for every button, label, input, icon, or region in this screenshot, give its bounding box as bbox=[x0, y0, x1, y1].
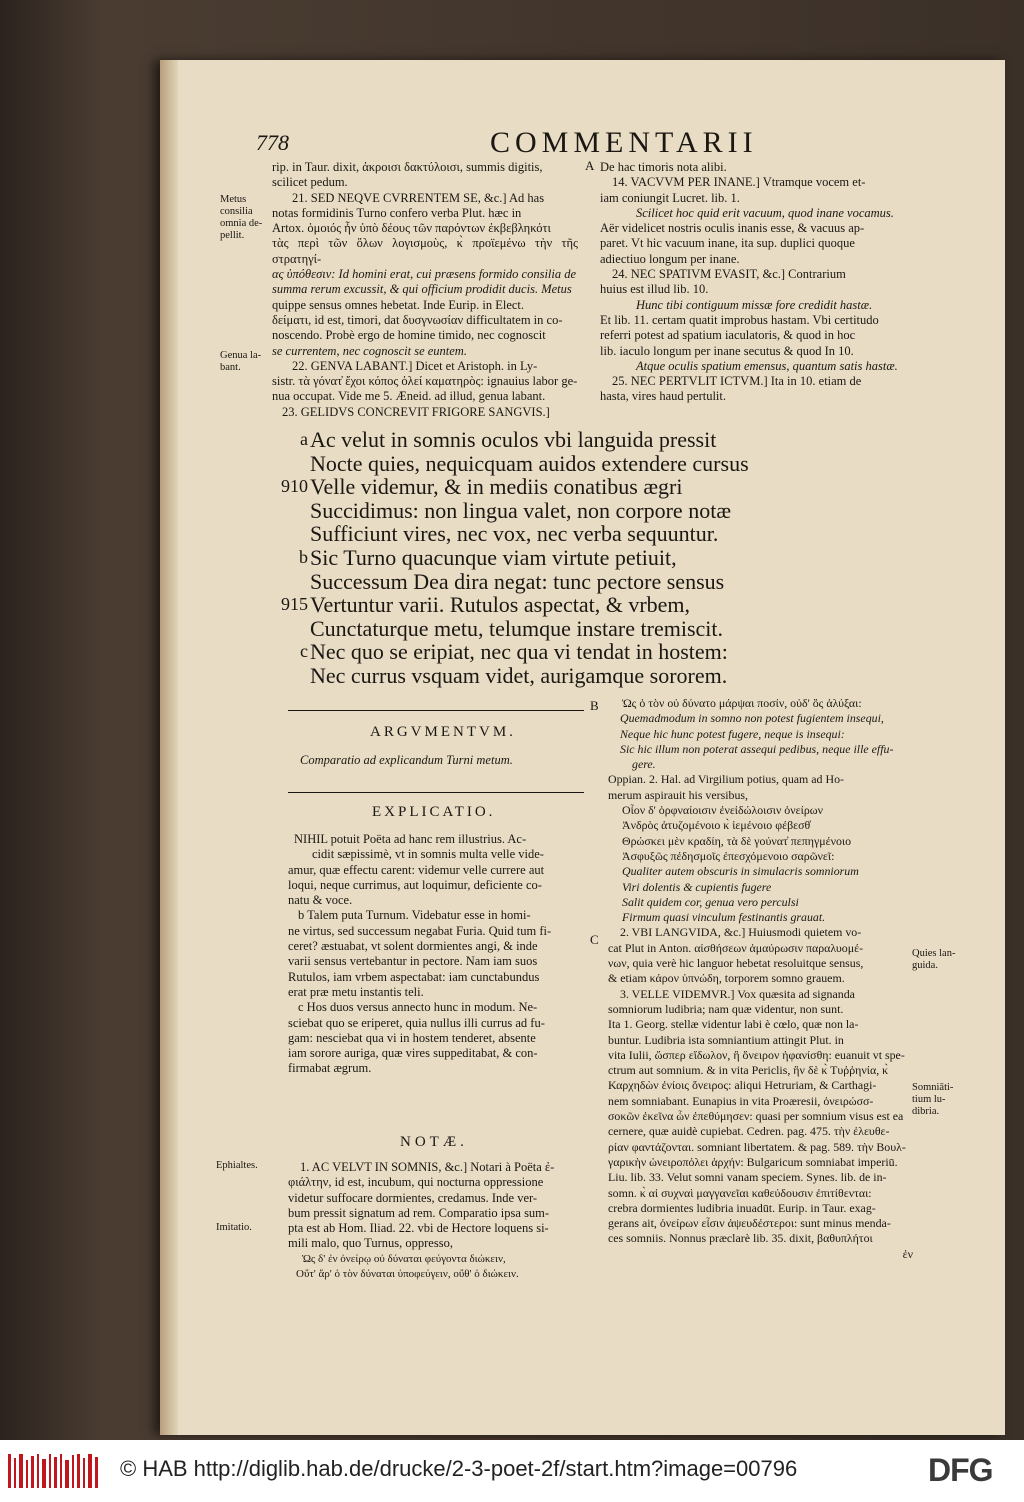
verse-text: Sic Turno quacunque viam virtute petiuit, bbox=[310, 544, 677, 570]
text-line: 24. NEC SPATIVM EVASIT, &c.] Contrarium bbox=[612, 267, 846, 282]
margin-note-somniantium bbox=[912, 1082, 972, 1118]
text-line: 23. GELIDVS CONCREVIT FRIGORE SANGVIS.] bbox=[282, 404, 550, 419]
text-line: Quemadmodum in somno non potest fugientem insequi, bbox=[620, 711, 884, 726]
upper-left-column bbox=[272, 160, 578, 420]
text-line: bum pressit signatum ad rem. Comparatio ipsa sum- bbox=[288, 1205, 550, 1220]
running-head: COMMENTARII bbox=[490, 126, 758, 159]
margin-note-ephialtes: Ephialtes. bbox=[216, 1160, 258, 1171]
text-line: cat Plut in Anton. αἰσθήσεων ἀμαύρωσιν παραλυομέ- bbox=[608, 940, 864, 955]
text-line: Ὡς δ' ἐν ὀνείρῳ οὐ δύναται φεύγοντα διώκειν, bbox=[302, 1252, 506, 1265]
text-line: γαρικὴν ὠνειροπόλει ἀρχήν: Bulgaricum somniabat imperiū. bbox=[608, 1154, 898, 1169]
text-line: Salit quidem cor, genua vero perculsi bbox=[622, 894, 799, 909]
text-line: cernere, quæ auidè cupiebat. Cedren. pag. 475. τὴν ἐλευθε- bbox=[608, 1124, 890, 1139]
margin-line: consilia bbox=[220, 206, 253, 217]
lower-right-column bbox=[608, 696, 913, 1262]
text-line: somn. κ̀ αἱ συχναὶ μαγγανεῖαι καθεύδουσιν ἐπιτίθενται: bbox=[608, 1185, 872, 1200]
text-line: varii sensus vertebantur in pectore. Nam iam suos bbox=[288, 954, 538, 969]
text-line: b Talem puta Turnum. Videbatur esse in homi- bbox=[298, 908, 531, 923]
text-line: ας ὑπόθεσιν: Id homini erat, cui præsens formido consilia de bbox=[272, 267, 577, 282]
text-line: erat præ metu instantis teli. bbox=[288, 984, 424, 999]
notae-heading: NOTÆ. bbox=[400, 1134, 468, 1150]
verse-text: Nocte quies, nequicquam auidos extendere cursus bbox=[310, 450, 749, 476]
viewer-footer bbox=[0, 1440, 1024, 1502]
text-line: huius est illud lib. 10. bbox=[600, 282, 709, 297]
text-line: nua occupat. Vide me 5. Æneid. ad illud, genua labant. bbox=[272, 389, 546, 404]
margin-line: Genua la- bbox=[220, 350, 262, 361]
text-line: loqui, neque currimus, aut loquimur, deficiente co- bbox=[288, 877, 542, 892]
text-line: noscendo. Probè ergo de homine timido, nec cognoscit bbox=[272, 328, 546, 343]
argumentum-heading: ARGVMENTVM. bbox=[370, 724, 516, 740]
dfg-logo: DFG bbox=[928, 1452, 993, 1488]
margin-line: bant. bbox=[220, 362, 241, 373]
text-line: Rutulos, iam vrbem aspectabat: iam cunctabundus bbox=[288, 969, 540, 984]
text-line: merum aspirauit his versibus, bbox=[608, 787, 749, 802]
book-page bbox=[160, 60, 1005, 1435]
text-line: ctrum aut somnium. & in vita Periclis, ἣν δὲ κ̀ Τυῤῥηνία, κ̀ bbox=[608, 1063, 889, 1078]
text-line: Ὡς ὁ τὸν οὐ δύνατο μάρψαι ποσίν, οὐδ' ὃς ἀλύξαι: bbox=[622, 696, 862, 710]
margin-note-imitatio: Imitatio. bbox=[216, 1222, 252, 1233]
text-line: Οἷον δ' ὀρφναίοισιν ἐνεἰδώλοισιν ὀνείρων bbox=[622, 803, 823, 818]
verse-text: Successum Dea dira negat: tunc pectore sensus bbox=[310, 568, 725, 594]
text-line: scilicet pedum. bbox=[272, 175, 348, 190]
text-line: gere. bbox=[632, 757, 656, 772]
argumentum-text: Comparatio ad explicandum Turni metum. bbox=[300, 753, 513, 767]
text-line: gam: nesciebat qua vi in hostem tenderet, absente bbox=[288, 1030, 536, 1045]
text-line: quippe sensus omnes hebetat. Inde Eurip. in Elect. bbox=[272, 297, 525, 312]
verse-line bbox=[300, 639, 960, 665]
text-line: ἐν bbox=[902, 1246, 913, 1261]
text-line: Liu. lib. 33. Velut somni vanam speciem. Synes. lib. de in- bbox=[608, 1170, 887, 1185]
page-edge bbox=[160, 60, 178, 1435]
text-line: Firmum quasi vinculum festinantis grauat. bbox=[622, 910, 826, 925]
text-line: referri potest ad spatium iaculatoris, & quod in hoc bbox=[600, 328, 856, 343]
text-line: Et lib. 11. certam quatit improbus hastam. Vbi certitudo bbox=[600, 312, 879, 327]
text-line: τὰς περὶ τῶν ὅλων λογισμοὺς, κ̀ προϊεμένω τὴν τῆς στρατηγί- bbox=[272, 236, 578, 266]
text-line: Scilicet hoc quid erit vacuum, quod inane vocamus. bbox=[636, 205, 894, 220]
text-line: nem somniabant. Eunapius in vita Proæresii, ὀνειρώσσ- bbox=[608, 1093, 874, 1108]
text-line: buntur. Ludibria ista somniantium attingit Plut. in bbox=[608, 1032, 844, 1047]
text-line: Οὔτ' ἄρ' ὁ τὸν δύναται ὑποφεύγειν, οὔθ' ὁ διώκειν. bbox=[296, 1268, 519, 1281]
text-line: firmabat ægrum. bbox=[288, 1061, 372, 1076]
text-line: Ἀνδρὸς ἀτυζομένοιο κ̀ ἱεμένοιο φέβεσθ̓ bbox=[622, 818, 811, 833]
verse-text: Vertuntur varii. Rutulos aspectat, & vrbem, bbox=[310, 592, 691, 618]
text-line: & etiam κάρον ὑπνώδη, torporem somno grauem. bbox=[608, 971, 845, 986]
verse-line bbox=[310, 452, 960, 476]
text-line: sistr. τὰ γόνατ̓ ἔχοι κόπος ὀλεί καματηρὸς: ignauius labor ge- bbox=[272, 374, 578, 389]
verse-label: 910 bbox=[281, 476, 308, 497]
verse-line bbox=[310, 499, 960, 523]
text-line: 22. GENVA LABANT.] Dicet et Aristoph. in Ly- bbox=[292, 358, 538, 373]
text-line: ceret? æstuabat, vt solent dormientes angi, & inde bbox=[288, 939, 538, 954]
text-line: Καρχηδὼν ἐνίοις ὄνειρος: aliqui Hetruriam, & Carthagi- bbox=[608, 1078, 877, 1093]
text-line: σοκῶν ἐκεῖνα ὧν ἐπεθύμησεν: quasi per somnium visus est ea bbox=[608, 1109, 904, 1124]
text-line: sciebat quo se eriperet, quia nullus illi currus ad fu- bbox=[288, 1015, 545, 1030]
text-line: c Hos duos versus annecto hunc in modum. Ne- bbox=[298, 1000, 538, 1015]
verse-label: c bbox=[300, 641, 308, 662]
text-line: se currentem, nec cognoscit se euntem. bbox=[272, 343, 467, 358]
column-letter-a: A bbox=[585, 158, 595, 173]
margin-note-metus bbox=[220, 194, 270, 242]
rule-explicatio bbox=[288, 792, 584, 793]
text-line: iam sorore auriga, quæ vires suppeditabat, & con- bbox=[288, 1046, 538, 1061]
verse-label: 915 bbox=[281, 594, 308, 615]
text-line: somniorum ludibria; nam quæ videntur, non sunt. bbox=[608, 1001, 844, 1016]
text-line: gerans ait, ὀνείρων εἶσιν ἀψευδέστεροι: sunt minus menda- bbox=[608, 1216, 891, 1231]
text-line: νων, quia verè hic languor hebetat resoluitque sensus, bbox=[608, 956, 864, 971]
text-line: amur, quæ effectu carent: videmur velle currere aut bbox=[288, 862, 545, 877]
notae-body bbox=[288, 1160, 588, 1282]
rule-argumentum bbox=[288, 710, 584, 711]
text-line: Oppian. 2. Hal. ad Virgilium potius, quam ad Ho- bbox=[608, 772, 844, 787]
text-line: Sic hic illum non poterat assequi pedibus, neque ille effu- bbox=[620, 741, 894, 756]
verse-line bbox=[310, 522, 960, 546]
margin-line: dibria. bbox=[912, 1106, 940, 1117]
verse-line bbox=[310, 570, 960, 594]
explicatio-heading: EXPLICATIO. bbox=[372, 804, 496, 820]
text-line: Neque hic hunc potest fugere, neque is insequi: bbox=[620, 726, 845, 741]
text-line: NIHIL potuit Poëta ad hanc rem illustrius. Ac- bbox=[294, 832, 527, 846]
margin-note-quies bbox=[912, 948, 972, 972]
verse-line bbox=[300, 427, 960, 452]
verse-line bbox=[299, 544, 960, 570]
text-line: Θρώσκει μὲν κραδίη, τὰ δὲ γούνατ̓ πεπηγμένοιο bbox=[622, 833, 852, 848]
verse-text: Sufficiunt vires, nec vox, nec verba sequuntur. bbox=[310, 521, 719, 547]
text-line: vita Iulii, ὥσπερ εἴδωλον, ἢ ὄνειρον ἠφανίσθη: euanuit vt spe- bbox=[608, 1047, 905, 1062]
verse-line bbox=[281, 592, 960, 618]
text-line: ρίαν φαντάζονται. somniant libertatem. & pag. 589. τὴν Βουλ- bbox=[608, 1139, 906, 1154]
text-line: Viri dolentis & cupientis fugere bbox=[622, 879, 772, 894]
text-line: hasta, vires haud pertulit. bbox=[600, 389, 727, 404]
margin-line: Metus bbox=[220, 194, 247, 205]
verse-text: Cunctaturque metu, telumque instare tremiscit. bbox=[310, 615, 723, 641]
text-line: cidit sæpissimè, vt in somnis multa velle vide- bbox=[312, 847, 544, 862]
text-line: Artox. ὁμοιός ἦν ὑπὸ δέους τῶν παρόντων ἐκβεβληκότι bbox=[272, 221, 551, 236]
text-line: pta est ab Hom. Iliad. 22. vbi de Hectore loquens si- bbox=[288, 1221, 549, 1236]
text-line: Ita 1. Georg. stellæ videntur labi è cœlo, quæ non la- bbox=[608, 1017, 859, 1032]
text-line: videtur suffocare dormientes, credamus. Inde ver- bbox=[288, 1190, 538, 1205]
text-line: ne virtus, sed successum negabat Furia. Quid tum fi- bbox=[288, 923, 552, 938]
text-line: 25. NEC PERTVLIT ICTVM.] Ita in 10. etiam de bbox=[612, 374, 862, 389]
text-line: lib. iaculo longum per inane secutus & quod In 10. bbox=[600, 343, 854, 358]
margin-line: Somniāti- bbox=[912, 1082, 954, 1093]
upper-right-column bbox=[600, 160, 912, 405]
page-number: 778 bbox=[256, 130, 289, 155]
text-line: paret. Vt hic vacuum inane, ita sup. duplici quoque bbox=[600, 236, 855, 251]
text-line: Aër videlicet nostris oculis inanis esse, & vacuus ap- bbox=[600, 221, 865, 236]
text-line: 3. VELLE VIDEMVR.] Vox quæsita ad signanda bbox=[620, 986, 855, 1001]
text-line: crebra dormientes ludibria inuadūt. Eurip. in Taur. exag- bbox=[608, 1200, 876, 1215]
verse-text: Ac velut in somnis oculos vbi languida pressit bbox=[310, 427, 717, 452]
text-line: Atque oculis spatium emensus, quantum satis hastæ. bbox=[636, 358, 898, 373]
text-line: summa rerum excussit, & qui officium prodidit ducis. Metus bbox=[272, 282, 572, 297]
text-line: δείματι, id est, timori, dat δυσγνωσίαν difficultatem in co- bbox=[272, 312, 563, 327]
verse-text: Velle videmur, & in mediis conatibus ægri bbox=[310, 474, 683, 500]
text-line: notas formidinis Turno confero verba Plut. hæc in bbox=[272, 205, 522, 220]
hab-barcode-logo-icon bbox=[8, 1454, 100, 1488]
margin-line: guida. bbox=[912, 960, 938, 971]
copyright-url[interactable]: © HAB http://diglib.hab.de/drucke/2-3-poet-2f/start.htm?image=00796 bbox=[120, 1456, 798, 1481]
column-letter-b: B bbox=[590, 698, 599, 713]
verse-line bbox=[281, 474, 960, 500]
text-line: rip. in Taur. dixit, ἀκροισι δακτύλοισι, summis digitis, bbox=[272, 160, 543, 174]
text-line: ces somniis. Nonnus præclarè lib. 35. dixit, βαθυπλήτοι bbox=[608, 1231, 873, 1246]
text-line: 14. VACVVM PER INANE.] Vtramque vocem et- bbox=[612, 175, 866, 190]
verse-text: Nec currus vsquam videt, aurigamque sororem. bbox=[310, 662, 728, 688]
text-line: 1. AC VELVT IN SOMNIS, &c.] Notari à Poëta ἐ- bbox=[300, 1160, 555, 1174]
verse-label: b bbox=[299, 546, 308, 567]
text-line: Hunc tibi contiguum missæ fore credidit hastæ. bbox=[636, 297, 873, 312]
text-line: De hac timoris nota alibi. bbox=[600, 160, 727, 174]
text-line: Ἀσφυξῶς πέδησμοῖς ἐπεσχόμενοιο σαρῶνεῖ: bbox=[622, 848, 835, 863]
verse-line bbox=[310, 664, 960, 688]
verse-label: a bbox=[300, 429, 308, 449]
margin-line: Quies lan- bbox=[912, 948, 956, 959]
verse-text: Succidimus: non lingua valet, non corpore notæ bbox=[310, 497, 731, 523]
text-line: adiectiuo longum per inane. bbox=[600, 251, 740, 266]
margin-line: tium lu- bbox=[912, 1094, 946, 1105]
text-line: 21. SED NEQVE CVRRENTEM SE, &c.] Ad has bbox=[292, 190, 545, 205]
margin-note-genua bbox=[220, 350, 270, 374]
verse-text: Nec quo se eripiat, nec qua vi tendat in hostem: bbox=[310, 639, 728, 665]
column-letter-c: C bbox=[590, 932, 599, 947]
text-line: iam coniungit Lucret. lib. 1. bbox=[600, 190, 740, 205]
text-line: natu & voce. bbox=[288, 893, 353, 908]
margin-line: omnia de- bbox=[220, 218, 263, 229]
text-line: 2. VBI LANGVIDA, &c.] Huiusmodi quietem vo- bbox=[620, 925, 862, 940]
text-line: Qualiter autem obscuris in simulacris somniorum bbox=[622, 864, 859, 879]
text-line: φιάλτην, id est, incubum, qui nocturna oppressione bbox=[288, 1175, 544, 1190]
margin-line: pellit. bbox=[220, 230, 245, 241]
explicatio-body bbox=[288, 832, 588, 1077]
verse-line bbox=[310, 617, 960, 641]
text-line: mili malo, quo Turnus, oppresso, bbox=[288, 1236, 453, 1251]
verse-block bbox=[281, 427, 960, 688]
